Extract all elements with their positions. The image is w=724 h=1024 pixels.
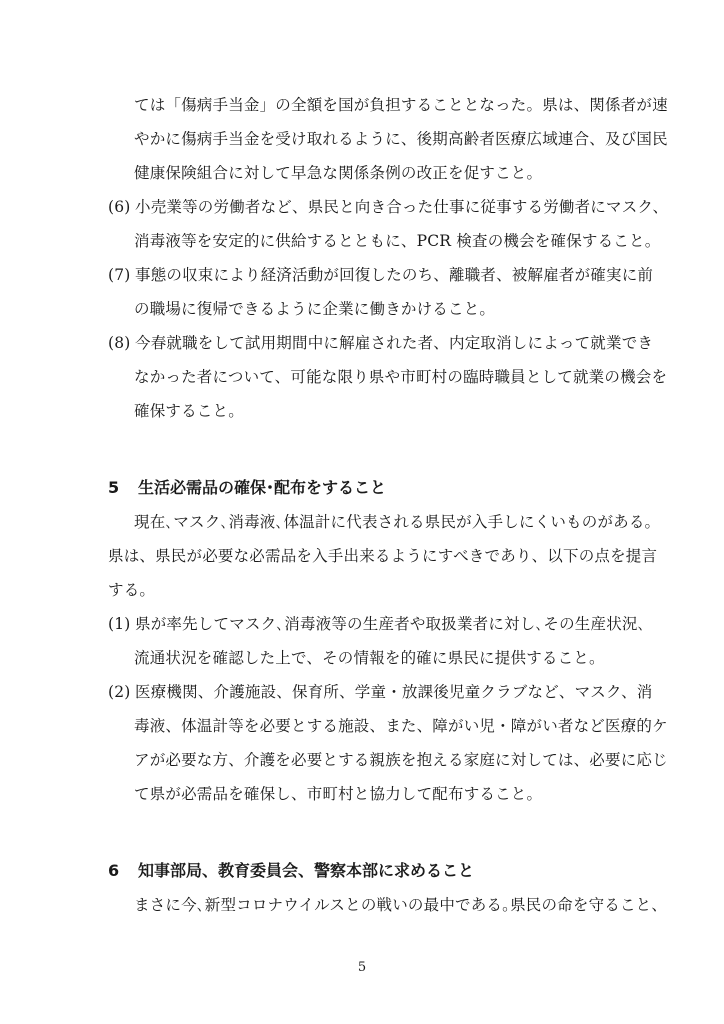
intro-line-1: ては「傷病手当金」の全額を国が負担することとなった。県は、関係者が速	[134, 96, 668, 114]
item8-marker: (8)	[108, 334, 131, 352]
item6-text-1: 小売業等の労働者など、県民と向き合った仕事に従事する労働者にマスク、	[135, 198, 669, 216]
item8-line-2: なかった者について、可能な限り県や市町村の臨時職員として就業の機会を	[134, 368, 668, 386]
section5-paragraph-line-2: 県は、県民が必要な必需品を入手出来るようにすべきであり、以下の点を提言	[108, 547, 658, 565]
section5-item2-line-2: 毒液、体温計等を必要とする施設、また、障がい児・障がい者など医療的ケ	[134, 717, 668, 735]
intro-line-2: やかに傷病手当金を受け取れるように、後期高齢者医療広域連合、及び国民	[134, 130, 668, 148]
section6-number: 6	[108, 861, 120, 880]
item7-text-1: 事態の収束により経済活動が回復したのち、離職者、被解雇者が確実に前	[135, 266, 654, 284]
item6-marker: (6)	[108, 198, 131, 216]
item6-line-2: 消毒液等を安定的に供給するとともに、PCR 検査の機会を確保すること。	[134, 232, 661, 250]
section5-item2-line-1	[108, 682, 652, 702]
section5-item2-text-1: 医療機関、介護施設、保育所、学童・放課後児童クラブなど、マスク、消	[135, 683, 653, 701]
section5-item1-line-2: 流通状況を確認した上で、その情報を的確に県民に提供すること。	[134, 649, 605, 667]
section5-item2-marker: (2)	[108, 683, 131, 701]
section5-heading	[108, 478, 386, 498]
item8-line-1	[108, 333, 653, 353]
section5-item2-line-4: て県が必需品を確保し、市町村と協力して配布すること。	[134, 785, 543, 803]
section5-item1-marker: (1)	[108, 615, 131, 633]
item8-text-1: 今春就職をして試用期間中に解雇された者、内定取消しによって就業でき	[135, 334, 654, 352]
section5-paragraph-line-3: する。	[108, 581, 156, 599]
section6-heading	[108, 861, 474, 881]
section5-item1-text-1: 県が率先してマスク､消毒液等の生産者や取扱業者に対し､その生産状況､	[135, 615, 646, 633]
item6-line-1	[108, 197, 668, 217]
section6-title: 知事部局、教育委員会、警察本部に求めること	[138, 861, 475, 880]
section5-number: 5	[108, 478, 120, 497]
section6-paragraph-line-1: まさに今､新型コロナウイルスとの戦いの最中である｡県民の命を守ること、	[134, 896, 668, 914]
item7-line-2: の職場に復帰できるように企業に働きかけること。	[134, 300, 496, 318]
section5-item2-line-3: アが必要な方、介護を必要とする親族を抱える家庭に対しては、必要に応じ	[134, 751, 668, 769]
section5-paragraph-line-1: 現在､マスク､消毒液､体温計に代表される県民が入手しにくいものがある。	[134, 513, 661, 531]
item7-marker: (7)	[108, 266, 131, 284]
page-number: 5	[357, 960, 367, 975]
section5-title: 生活必需品の確保･配布をすること	[138, 478, 387, 497]
item7-line-1	[108, 265, 653, 285]
intro-line-3: 健康保険組合に対して早急な関係条例の改正を促すこと。	[134, 164, 543, 182]
item8-line-3: 確保すること。	[134, 402, 244, 420]
section5-item1-line-1	[108, 614, 646, 634]
